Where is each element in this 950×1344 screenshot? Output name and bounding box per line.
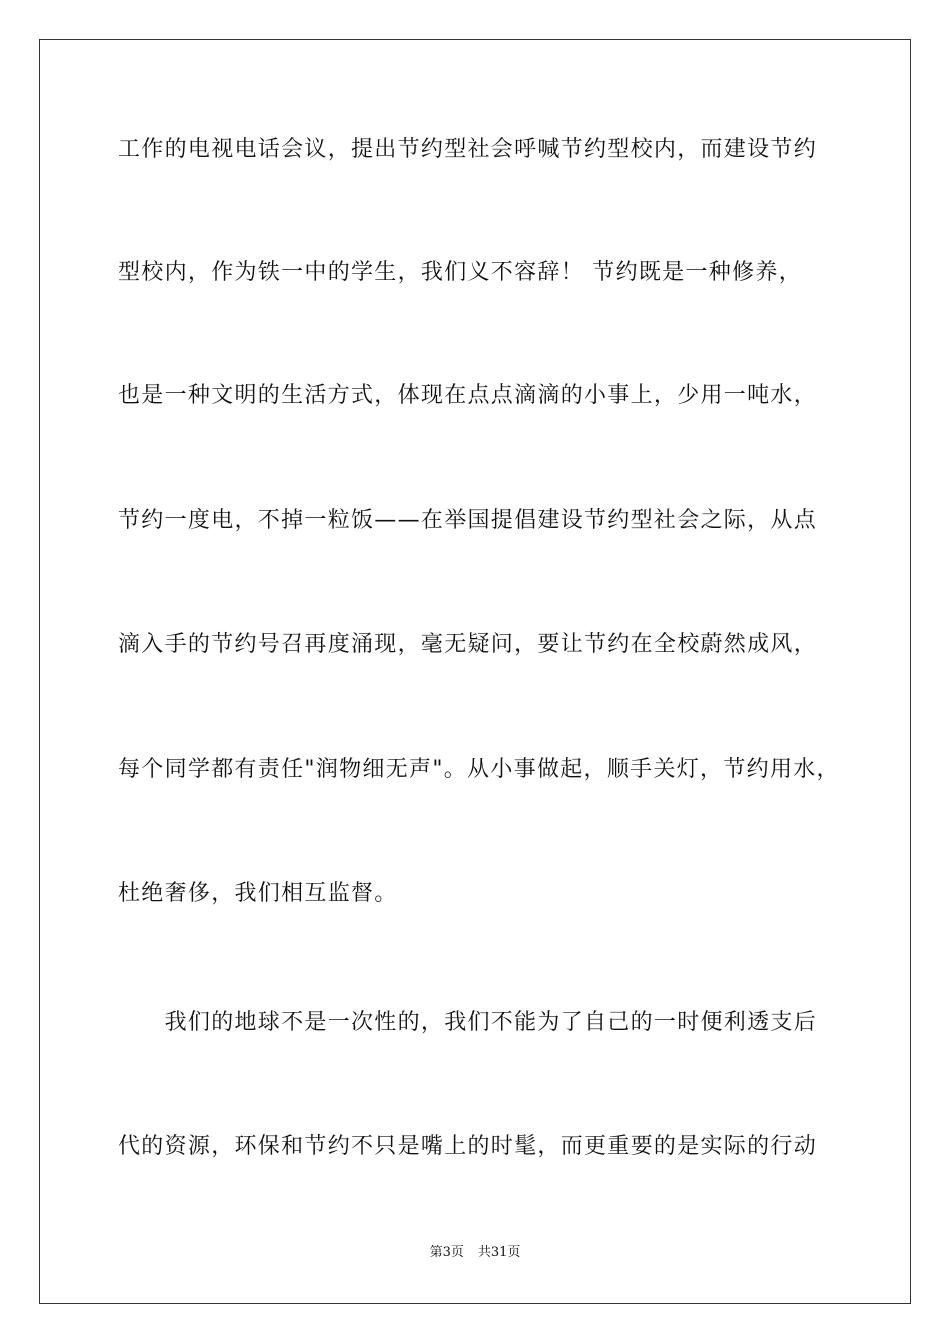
page-number: 第3页: [429, 1245, 464, 1260]
body-line-7: 杜绝奢侈，我们相互监督。: [118, 881, 398, 906]
body-line-2: 型校内，作为铁一中的学生，我们义不容辞！ 节约既是一种修养，: [118, 260, 802, 285]
page-footer: [0, 1244, 950, 1262]
body-line-9: 代的资源，环保和节约不只是嘴上的时髦，而更重要的是实际的行动: [118, 1134, 818, 1159]
body-line-6: 每个同学都有责任"润物细无声"。从小事做起，顺手关灯，节约用水，: [118, 757, 840, 782]
page-total: 共31页: [477, 1245, 521, 1260]
body-line-4: 节约一度电，不掉一粒饭——在举国提倡建设节约型社会之际，从点: [118, 508, 818, 533]
body-line-8: 我们的地球不是一次性的，我们不能为了自己的一时便利透支后: [118, 1010, 818, 1035]
page-frame: [39, 39, 911, 1304]
body-line-1: 工作的电视电话会议，提出节约型社会呼喊节约型校内，而建设节约: [118, 137, 818, 162]
body-line-5: 滴入手的节约号召再度涌现，毫无疑问，要让节约在全校蔚然成风，: [118, 632, 818, 657]
body-line-3: 也是一种文明的生活方式，体现在点点滴滴的小事上，少用一吨水，: [118, 383, 818, 408]
